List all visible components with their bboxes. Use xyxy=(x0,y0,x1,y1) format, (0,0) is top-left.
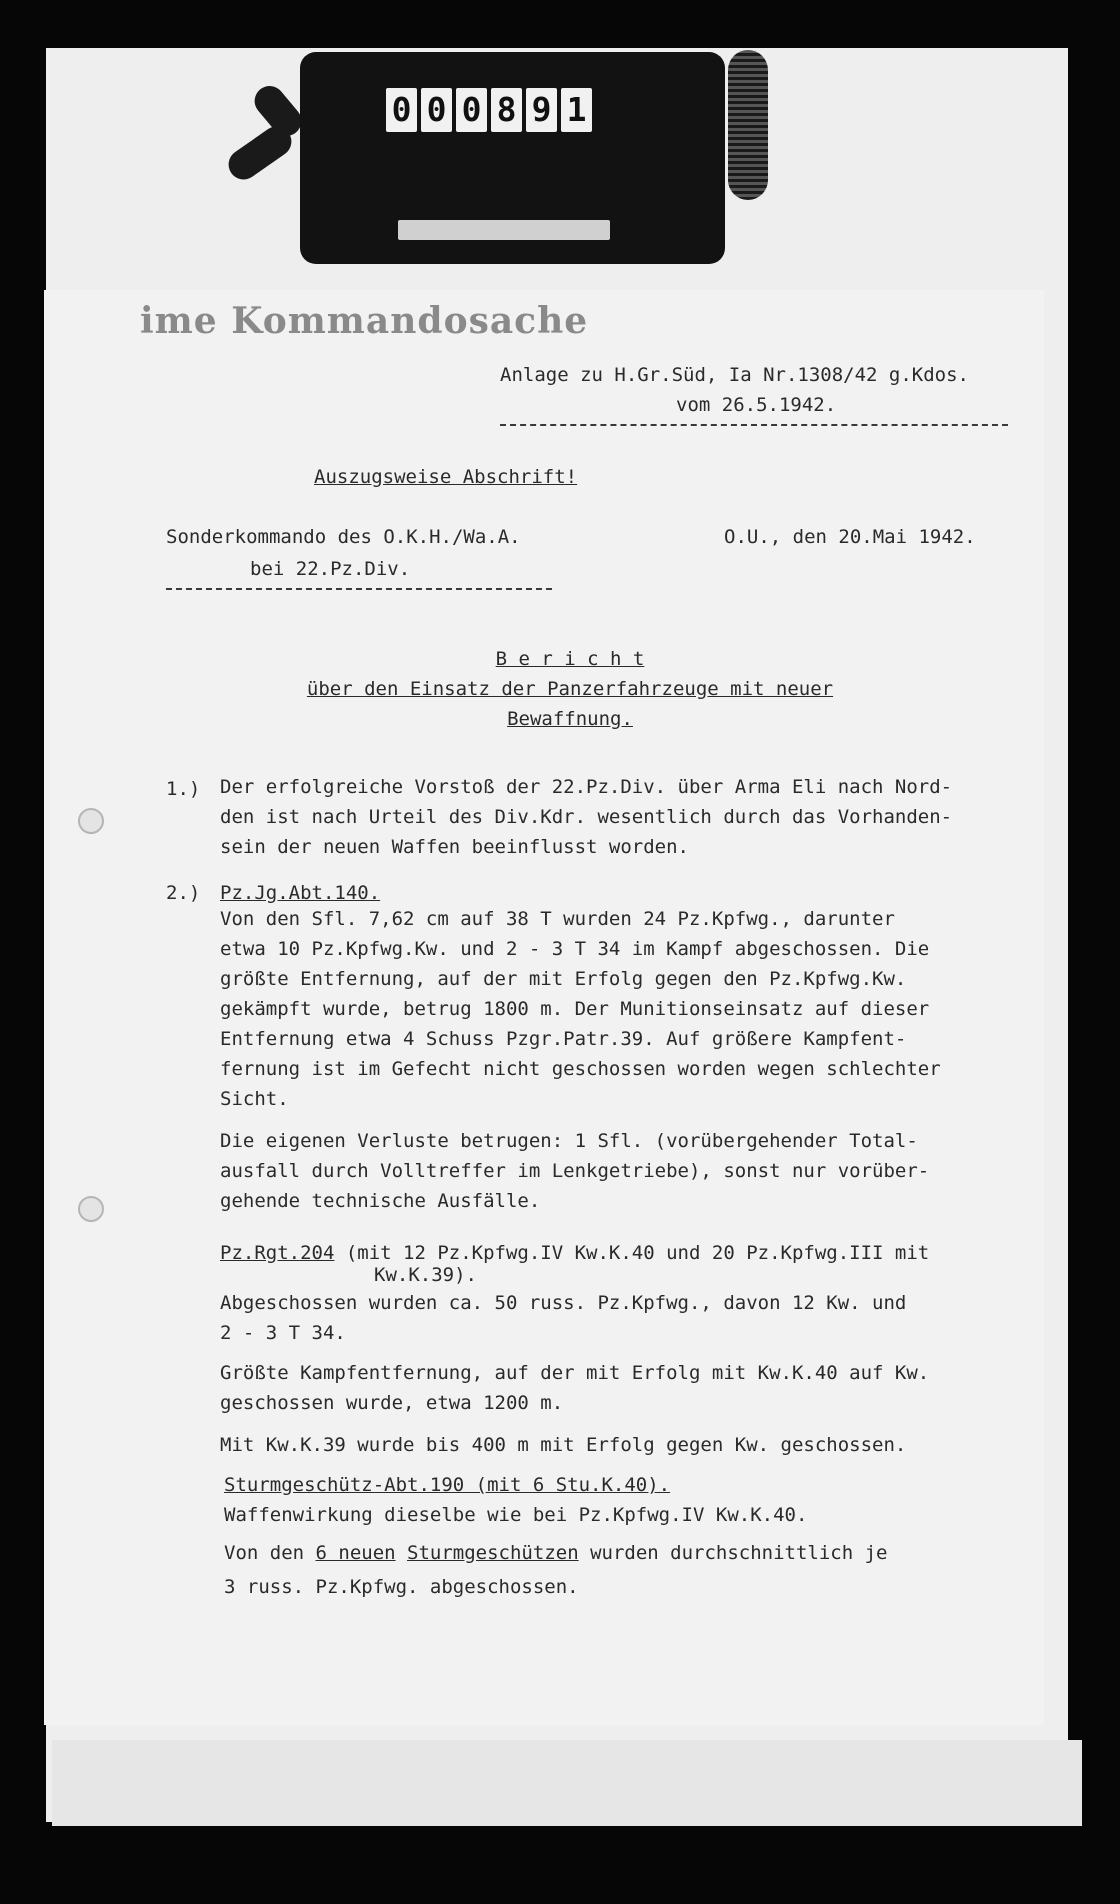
sender-line-2: bei 22.Pz.Div. xyxy=(250,558,411,580)
counter-slot xyxy=(398,220,610,240)
punch-hole xyxy=(78,1196,104,1222)
header-reference: Anlage zu H.Gr.Süd, Ia Nr.1308/42 g.Kdos. xyxy=(500,364,969,386)
counter-knob xyxy=(728,50,768,200)
frame-counter-digits xyxy=(386,88,636,132)
section-heading-sturmgeschuetz: Sturmgeschütz-Abt.190 (mit 6 Stu.K.40). xyxy=(224,1474,671,1496)
section-paragraph: Mit Kw.K.39 wurde bis 400 m mit Erfolg gegen Kw. geschossen. xyxy=(220,1434,907,1456)
counter-digit: 8 xyxy=(491,88,522,132)
section-paragraph: Waffenwirkung dieselbe wie bei Pz.Kpfwg.IV Kw.K.40. xyxy=(224,1504,808,1526)
section-paragraph: Größte Kampfentfernung, auf der mit Erfolg mit Kw.K.40 auf Kw. geschossen wurde, etwa 1200 m. xyxy=(220,1362,930,1414)
section-paragraph: Abgeschossen wurden ca. 50 russ. Pz.Kpfwg., davon 12 Kw. und 2 - 3 T 34. xyxy=(220,1292,907,1344)
punch-hole xyxy=(78,808,104,834)
section-paragraph: Von den 6 neuen Sturmgeschützen wurden durchschnittlich je xyxy=(224,1542,888,1564)
sender-line-1: Sonderkommando des O.K.H./Wa.A. xyxy=(166,526,521,548)
section-heading-pz-rgt: Pz.Rgt.204 (mit 12 Pz.Kpfwg.IV Kw.K.40 und 20 Pz.Kpfwg.III mit xyxy=(220,1242,930,1264)
section-heading-continuation: Kw.K.39). xyxy=(374,1264,477,1286)
sender-rule xyxy=(166,588,552,590)
report-title: B e r i c h t xyxy=(495,648,645,670)
section-paragraph: Die eigenen Verluste betrugen: 1 Sfl. (vorübergehender Total- ausfall durch Volltreffer im Lenkgetriebe), sonst nur vorüber- gehende technische Ausfälle. xyxy=(220,1130,930,1212)
item-number: 2.) xyxy=(166,882,201,904)
section-paragraph: 3 russ. Pz.Kpfwg. abgeschossen. xyxy=(224,1576,579,1598)
background-sheet-lower-edge xyxy=(52,1740,1082,1826)
report-subtitle: über den Einsatz der Panzerfahrzeuge mit neuer xyxy=(306,678,834,700)
counter-digit: 0 xyxy=(421,88,452,132)
header-rule xyxy=(500,424,1008,426)
counter-digit: 1 xyxy=(561,88,592,132)
classification-stamp: ime Kommandosache xyxy=(140,300,589,342)
counter-digit: 0 xyxy=(386,88,417,132)
section-heading-pz-jg-abt: Pz.Jg.Abt.140. xyxy=(220,882,381,904)
header-date: vom 26.5.1942. xyxy=(676,394,837,416)
section-paragraph: Von den Sfl. 7,62 cm auf 38 T wurden 24 Pz.Kpfwg., darunter etwa 10 Pz.Kpfwg.Kw. und 2 - 3 T 34 im Kampf abgeschossen. Die größte Entfernung, auf der mit Erfolg gegen den Pz.Kpfwg.Kw. gekämpft wurde, betrug 1800 m. Der Munitionseinsatz auf dieser Entfernung etwa 4 Schuss Pzgr.Patr.39. Auf größere Kampfent- fernung ist im Gefecht nicht geschossen worden wegen schlechter Sicht. xyxy=(220,908,941,1110)
item-1-text: Der erfolgreiche Vorstoß der 22.Pz.Div. über Arma Eli nach Nord- den ist nach Urteil des Div.Kdr. wesentlich durch das Vorhanden- sein der neuen Waffen beeinflusst worden. xyxy=(220,776,953,858)
copy-note: Auszugsweise Abschrift! xyxy=(314,466,578,488)
counter-digit: 9 xyxy=(526,88,557,132)
counter-digit: 0 xyxy=(456,88,487,132)
report-subtitle-end: Bewaffnung. xyxy=(507,708,633,730)
place-date: O.U., den 20.Mai 1942. xyxy=(724,526,976,548)
item-number: 1.) xyxy=(166,778,201,800)
